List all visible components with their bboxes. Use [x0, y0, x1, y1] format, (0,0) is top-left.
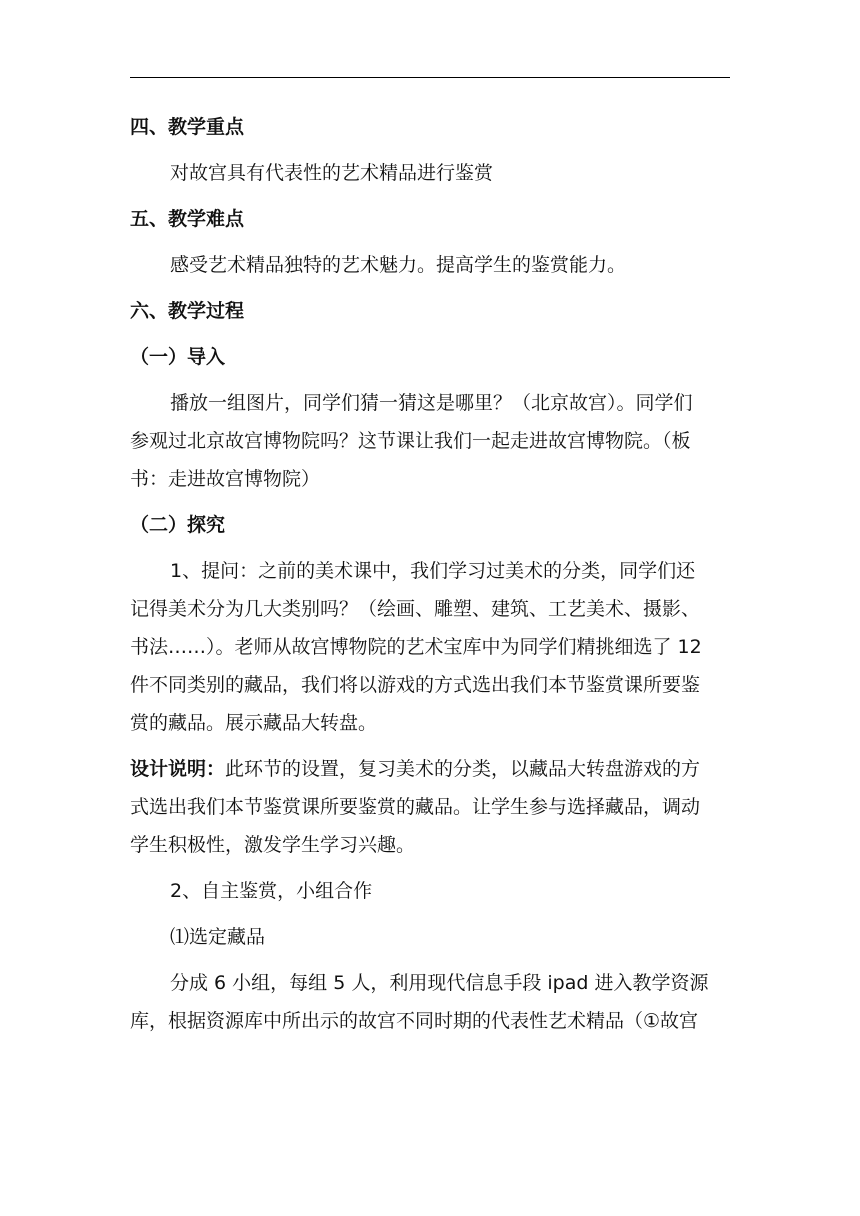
difficulty-text: 感受艺术精品独特的艺术魅力。提高学生的鉴赏能力。 [170, 254, 627, 276]
document-body [130, 108, 730, 1040]
subheading-intro: （一）导入 [130, 346, 226, 368]
paragraph-line: 库，根据资源库中所出示的故宫不同时期的代表性艺术精品（①故宫 [130, 1010, 699, 1032]
paragraph-line: 书法……）。老师从故宫博物院的艺术宝库中为同学们精挑细选了 12 [130, 636, 702, 658]
intro-paragraph [130, 384, 730, 498]
group-paragraph [130, 964, 730, 1040]
paragraph-line: 赏的藏品。展示藏品大转盘。 [130, 712, 378, 734]
focus-text: 对故宫具有代表性的艺术精品进行鉴赏 [170, 162, 494, 184]
paragraph-line: 件不同类别的藏品，我们将以游戏的方式选出我们本节鉴赏课所要鉴 [130, 674, 701, 696]
design-note-label: 设计说明： [130, 758, 226, 780]
step-2-1-heading: ⑴选定藏品 [170, 926, 266, 948]
paragraph-line: 学生积极性，激发学生学习兴趣。 [130, 834, 416, 856]
section-heading-process: 六、教学过程 [130, 300, 245, 322]
paragraph-line: 播放一组图片，同学们猜一猜这是哪里？（北京故宫）。同学们 [170, 392, 693, 414]
paragraph-line: 书：走进故宫博物院） [130, 468, 321, 490]
explore-paragraph [130, 552, 730, 742]
design-note-paragraph [130, 750, 730, 864]
paragraph-line: 分成 6 小组，每组 5 人，利用现代信息手段 ipad 进入教学资源 [170, 972, 709, 994]
paragraph-line: 参观过北京故宫博物院吗？这节课让我们一起走进故宫博物院。（板 [130, 430, 691, 452]
subheading-explore: （二）探究 [130, 514, 226, 536]
paragraph-line: 1、提问：之前的美术课中，我们学习过美术的分类，同学们还 [170, 560, 696, 582]
section-heading-focus: 四、教学重点 [130, 116, 245, 138]
paragraph-line: 式选出我们本节鉴赏课所要鉴赏的藏品。让学生参与选择藏品，调动 [130, 796, 701, 818]
section-heading-difficulty: 五、教学难点 [130, 208, 245, 230]
header-rule [130, 77, 730, 78]
paragraph-line: 此环节的设置，复习美术的分类，以藏品大转盘游戏的方 [225, 758, 701, 780]
step-2-heading: 2、自主鉴赏，小组合作 [170, 880, 373, 902]
paragraph-line: 记得美术分为几大类别吗？（绘画、雕塑、建筑、工艺美术、摄影、 [130, 598, 701, 620]
